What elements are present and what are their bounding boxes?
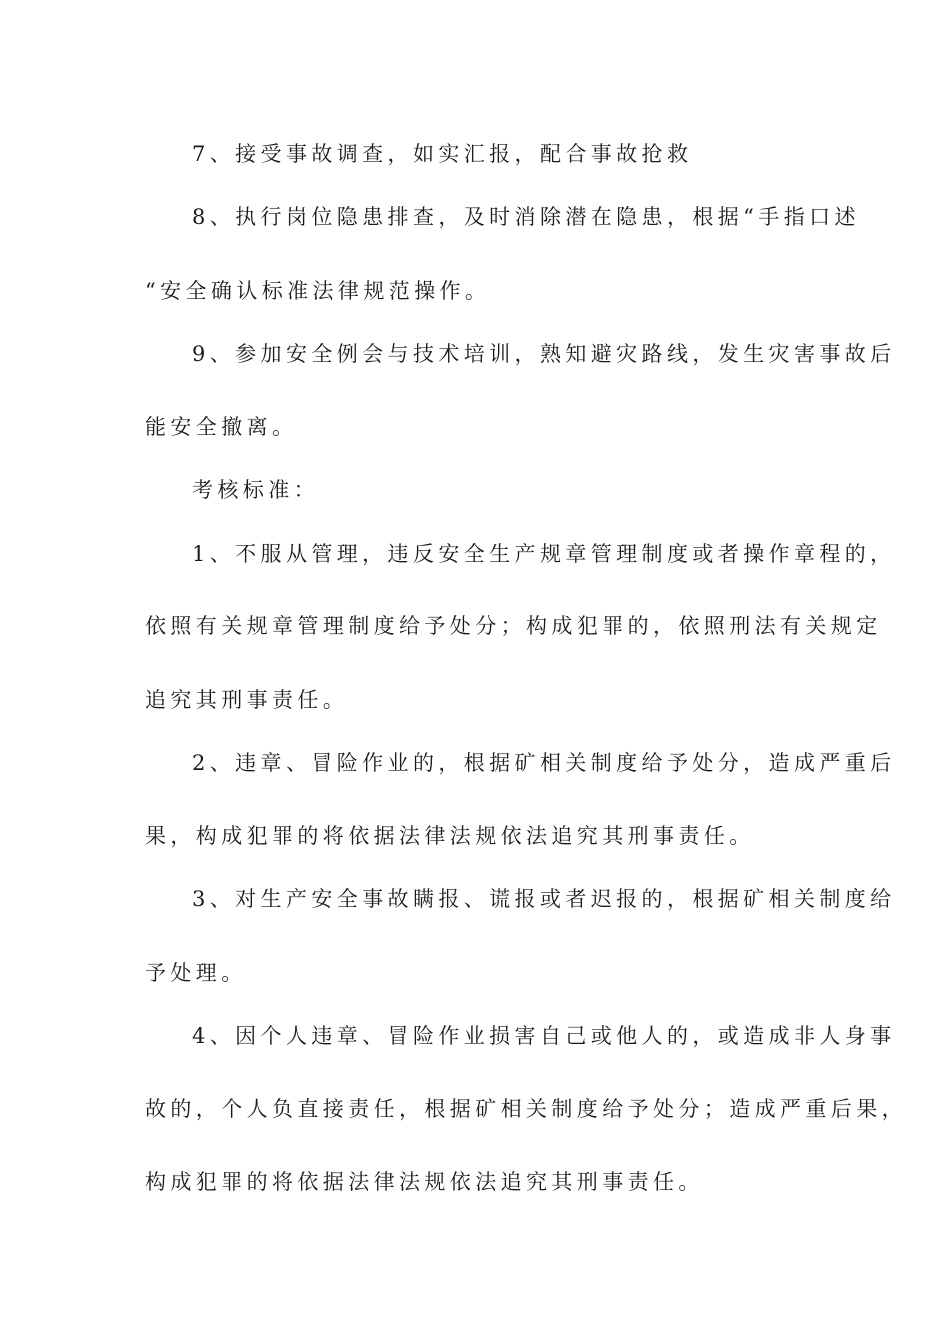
assessment-item-2-continued: 果，构成犯罪的将依据法律法规依法追究其刑事责任。 — [145, 824, 755, 848]
paragraph-item-7: 7、接受事故调查，如实汇报，配合事故抢救 — [192, 142, 693, 166]
section-heading-assessment: 考核标准： — [192, 478, 319, 502]
assessment-item-3-continued: 予处理。 — [145, 961, 247, 985]
assessment-item-1-continued: 依照有关规章管理制度给予处分；构成犯罪的，依照刑法有关规定 — [145, 614, 882, 638]
assessment-item-2: 2、违章、冒险作业的，根据矿相关制度给予处分，造成严重后 — [192, 751, 896, 775]
paragraph-item-8: 8、执行岗位隐患排查，及时消除潜在隐患，根据“手指口述 — [192, 205, 860, 229]
assessment-item-1: 1、不服从管理，违反安全生产规章管理制度或者操作章程的， — [192, 542, 896, 566]
paragraph-item-9-continued: 能安全撤离。 — [145, 415, 298, 439]
assessment-item-1-continued-2: 追究其刑事责任。 — [145, 688, 349, 712]
assessment-item-4: 4、因个人违章、冒险作业损害自己或他人的，或造成非人身事 — [192, 1024, 896, 1048]
assessment-item-4-continued: 故的，个人负直接责任，根据矿相关制度给予处分；造成严重后果， — [145, 1097, 907, 1121]
paragraph-item-8-continued: “安全确认标准法律规范操作。 — [145, 279, 491, 303]
paragraph-item-9: 9、参加安全例会与技术培训，熟知避灾路线，发生灾害事故后 — [192, 342, 896, 366]
assessment-item-4-continued-2: 构成犯罪的将依据法律法规依法追究其刑事责任。 — [145, 1170, 704, 1194]
assessment-item-3: 3、对生产安全事故瞒报、谎报或者迟报的，根据矿相关制度给 — [192, 887, 896, 911]
